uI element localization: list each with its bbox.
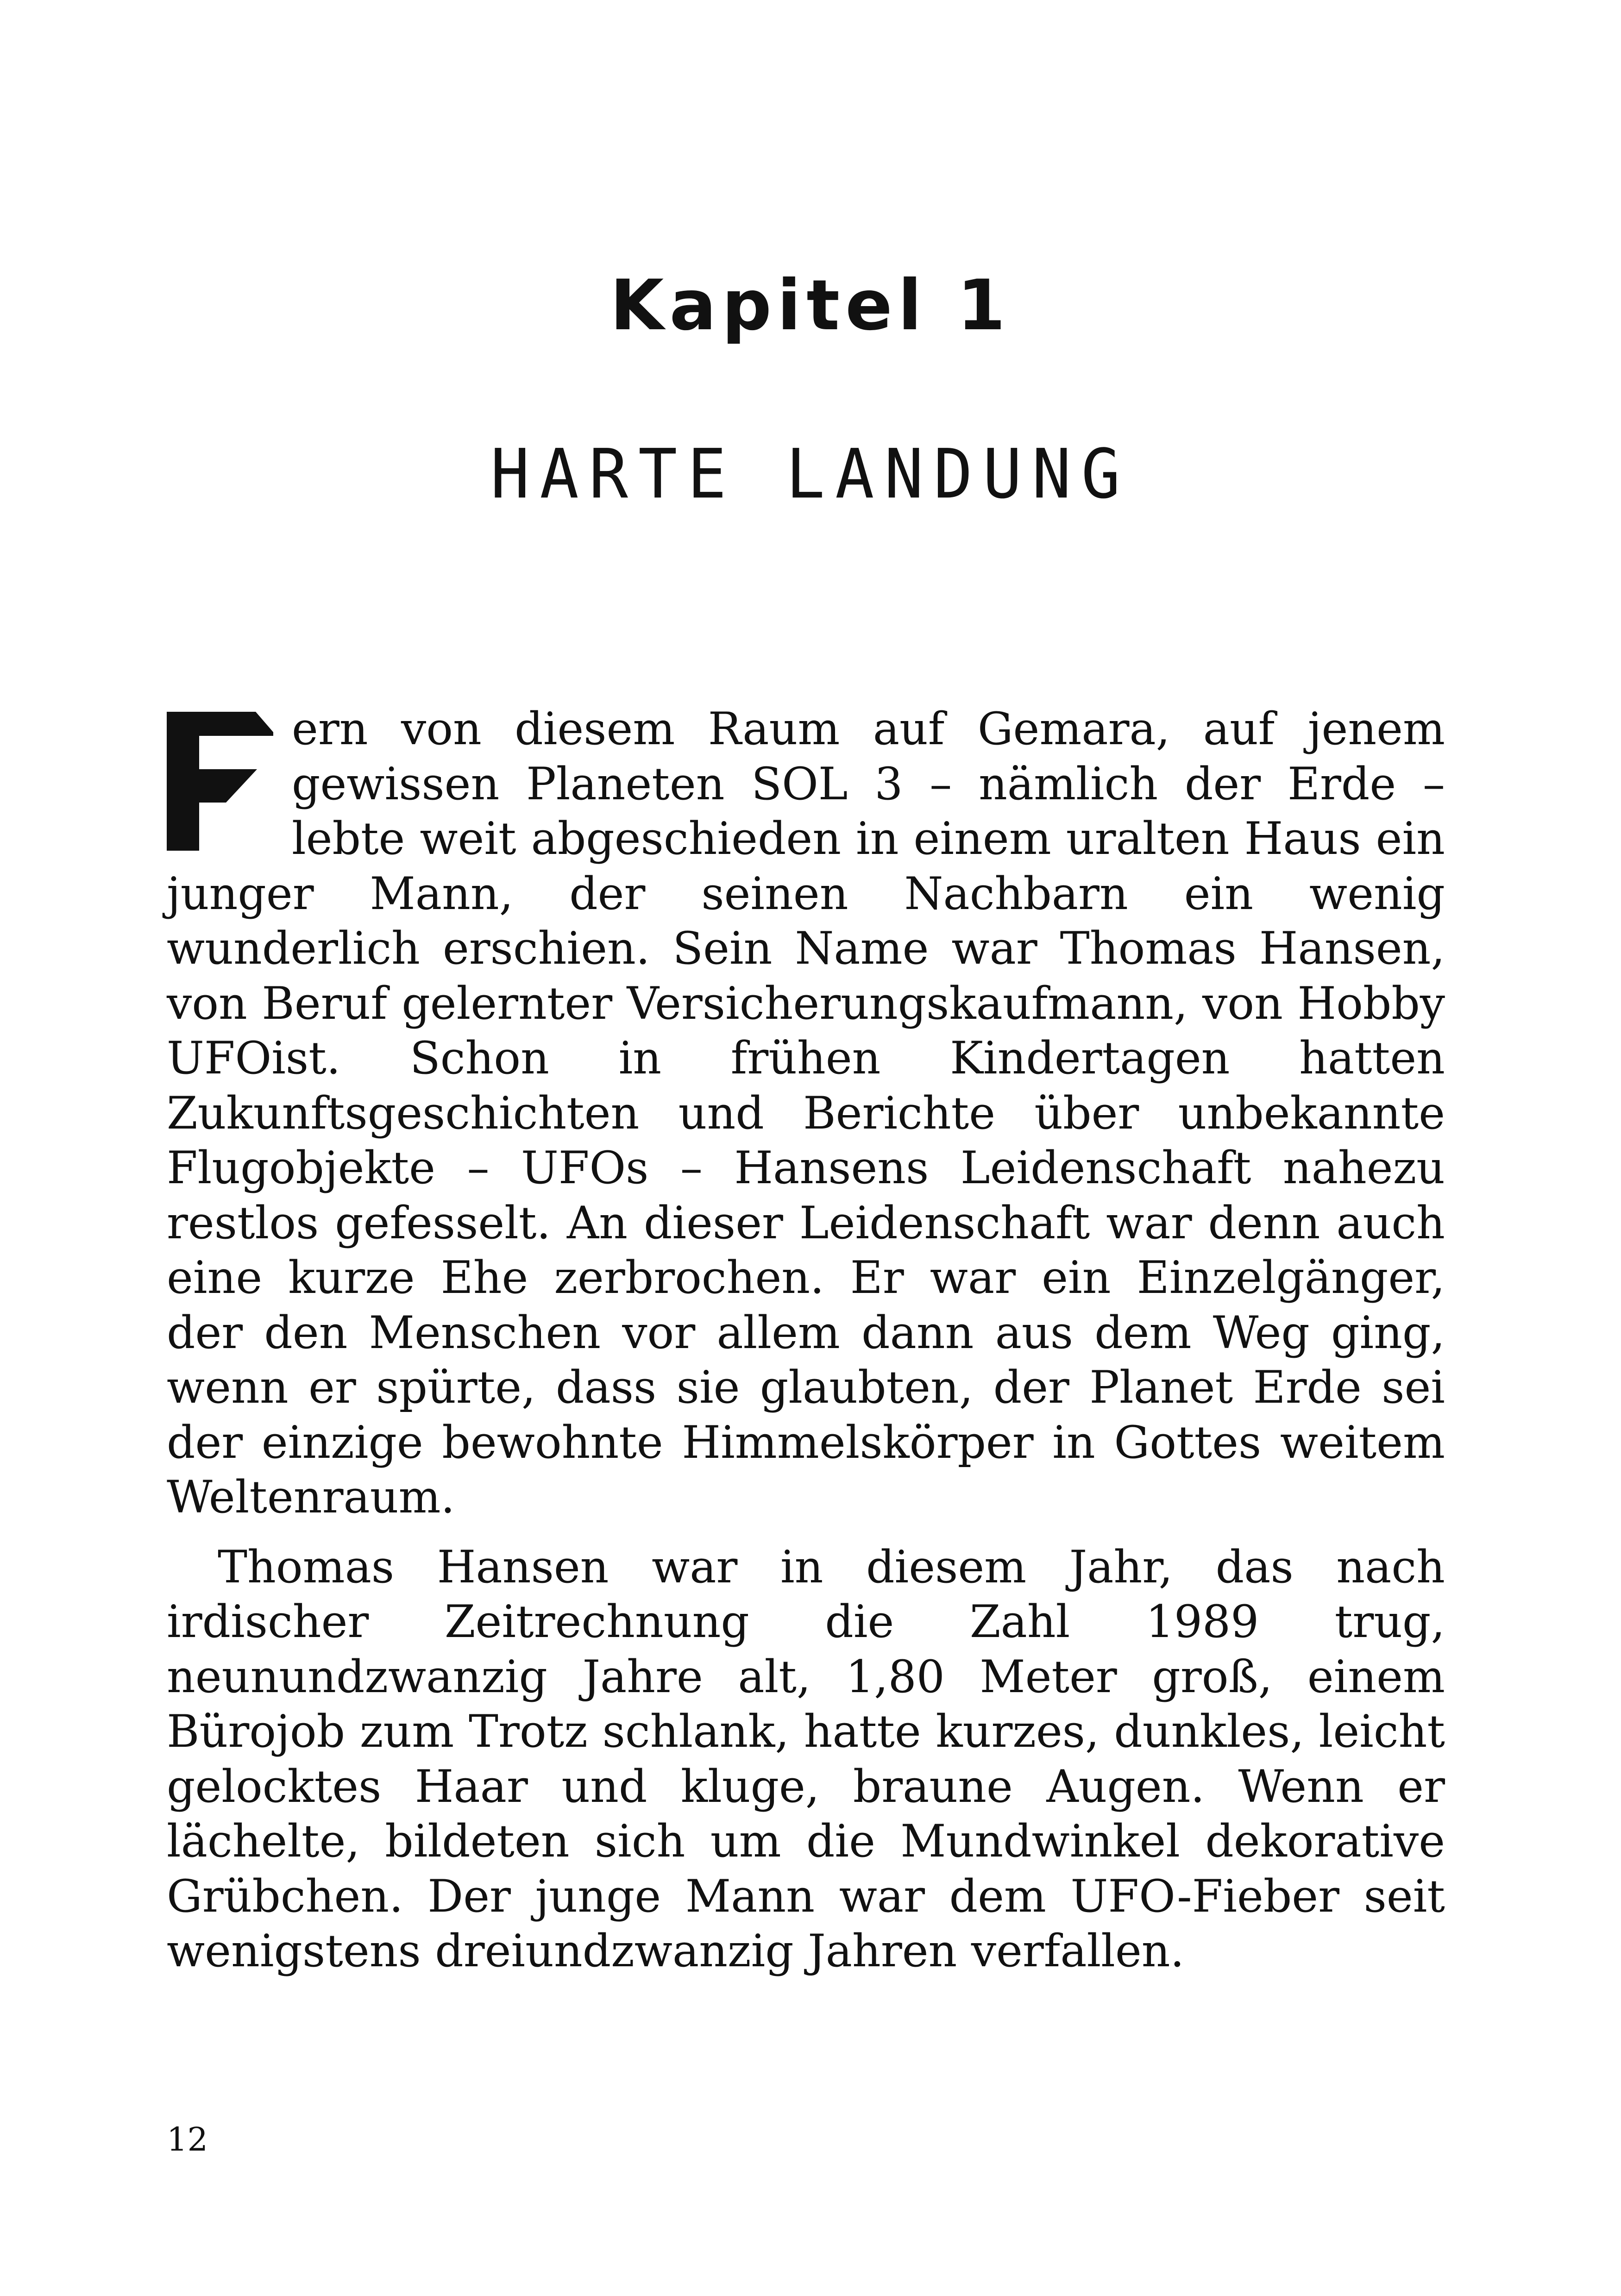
chapter-subtitle: HARTE LANDUNG (490, 434, 1131, 514)
dropcap-letter (167, 712, 273, 851)
paragraph-1 (167, 702, 1445, 1525)
paragraph-2: Thomas Hansen war in diesem Jahr, das nach irdischer Zeitrechnung die Zahl 1989 trug, neunundzwanzig Jahre alt, 1,80 Meter groß, einem Bürojob zum Trotz schlank, hatte kurzes, dunkles, leicht gelocktes Haar und kluge, braune Augen. Wenn er lächelte, bildeten sich um die Mundwinkel dekorative Grübchen. Der junge Mann war dem UFO-Fieber seit wenigstens dreiundzwanzig Jahren verfallen. (167, 1541, 1445, 1977)
body-text (167, 702, 1445, 1979)
page-number: 12 (167, 2120, 208, 2158)
chapter-title: Kapitel 1 (610, 265, 1011, 346)
paragraph-1-text: ern von diesem Raum auf Gemara, auf jenem gewissen Planeten SOL 3 – nämlich der Erde – lebte weit abgeschieden in einem uralten Haus ein junger Mann, der seinen Nachbarn ein wenig wunderlich erschien. Sein Name war Thomas Hansen, von Beruf gelernter Versicherungskaufmann, von Hobby UFOist. Schon in frühen Kindertagen hatten Zukunftsgeschichten und Berichte über unbekannte Flugobjekte – UFOs – Hansens Leidenschaft nahezu restlos gefesselt. An dieser Leidenschaft war denn auch eine kurze Ehe zerbrochen. Er war ein Einzelgänger, der den Menschen vor allem dann aus dem Weg ging, wenn er spürte, dass sie glaubten, der Planet Erde sei der einzige bewohnte Himmelskörper in Gottes weitem Weltenraum. (167, 703, 1445, 1523)
